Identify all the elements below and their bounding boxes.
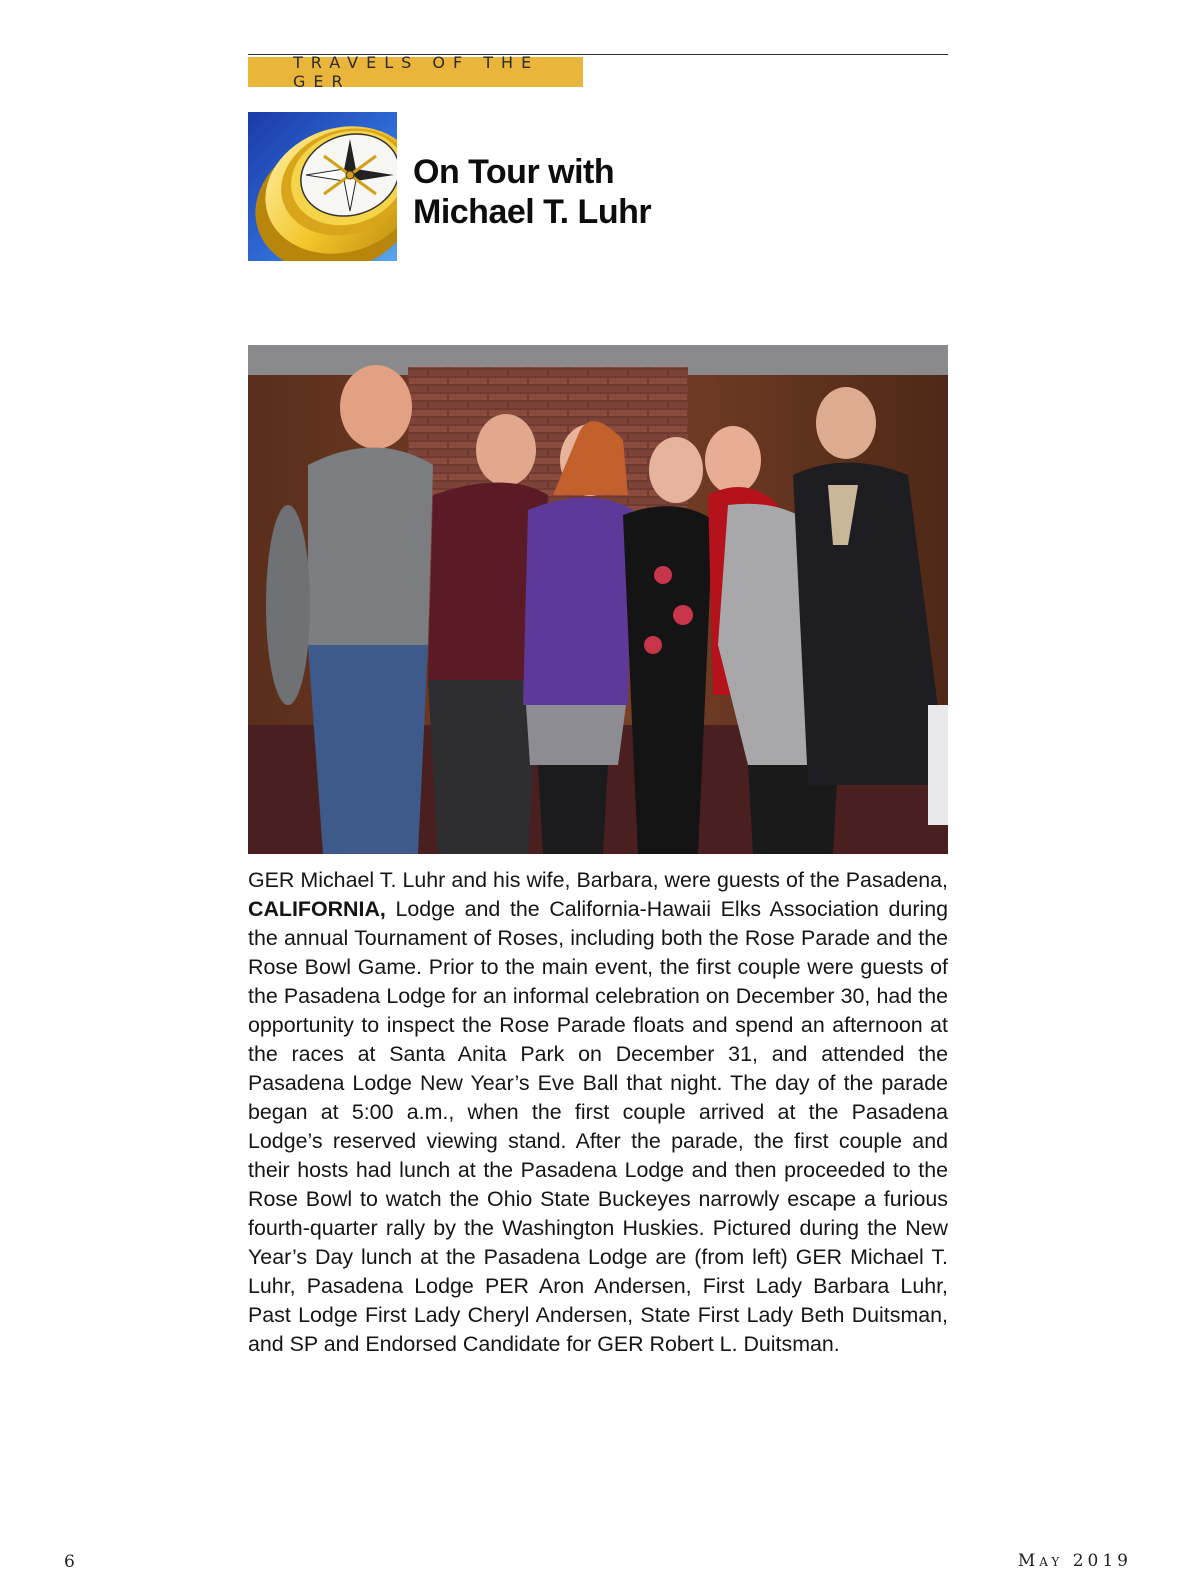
photo-caption <box>248 866 948 1359</box>
section-banner <box>248 53 583 91</box>
headline <box>413 152 651 232</box>
compass-logo-icon <box>248 112 397 261</box>
page-number: 6 <box>64 1552 75 1572</box>
headline-line-2: Michael T. Luhr <box>413 193 652 231</box>
caption-state-name: CALIFORNIA, <box>248 897 386 921</box>
caption-text-1: GER Michael T. Luhr and his wife, Barbara, were guests of the Pasadena, <box>248 868 948 892</box>
section-label: TRAVELS OF THE GER <box>293 53 540 91</box>
group-photo <box>248 345 948 854</box>
caption-text-2: Lodge and the California-Hawaii Elks Association during the annual Tournament of Roses, including both the Rose Parade and the Rose Bowl Game. Prior to the main event, the first couple were guests of the Pasadena Lodge for an informal celebration on December 30, had the opportunity to inspect the Rose Parade floats and spend an afternoon at the races at Santa Anita Park on December 31, and attended the Pasadena Lodge New Year’s Eve Ball that night. The day of the parade began at 5:00 a.m., when the first couple arrived at the Pasadena Lodge’s reserved viewing stand. After the parade, the first couple and their hosts had lunch at the Pasadena Lodge and then proceeded to the Rose Bowl to watch the Ohio State Buckeyes narrowly escape a furious fourth-quarter rally by the Washington Huskies. Pictured during the New Year’s Day lunch at the Pasadena Lodge are (from left) GER Michael T. Luhr, Pasadena Lodge PER Aron Andersen, First Lady Barbara Luhr, Past Lodge First Lady Cheryl Andersen, State First Lady Beth Duitsman, and SP and Endorsed Candidate for GER Robert L. Duitsman. <box>248 897 948 1356</box>
headline-line-1: On Tour with <box>413 153 615 191</box>
issue-date: May 2019 <box>1017 1551 1132 1571</box>
